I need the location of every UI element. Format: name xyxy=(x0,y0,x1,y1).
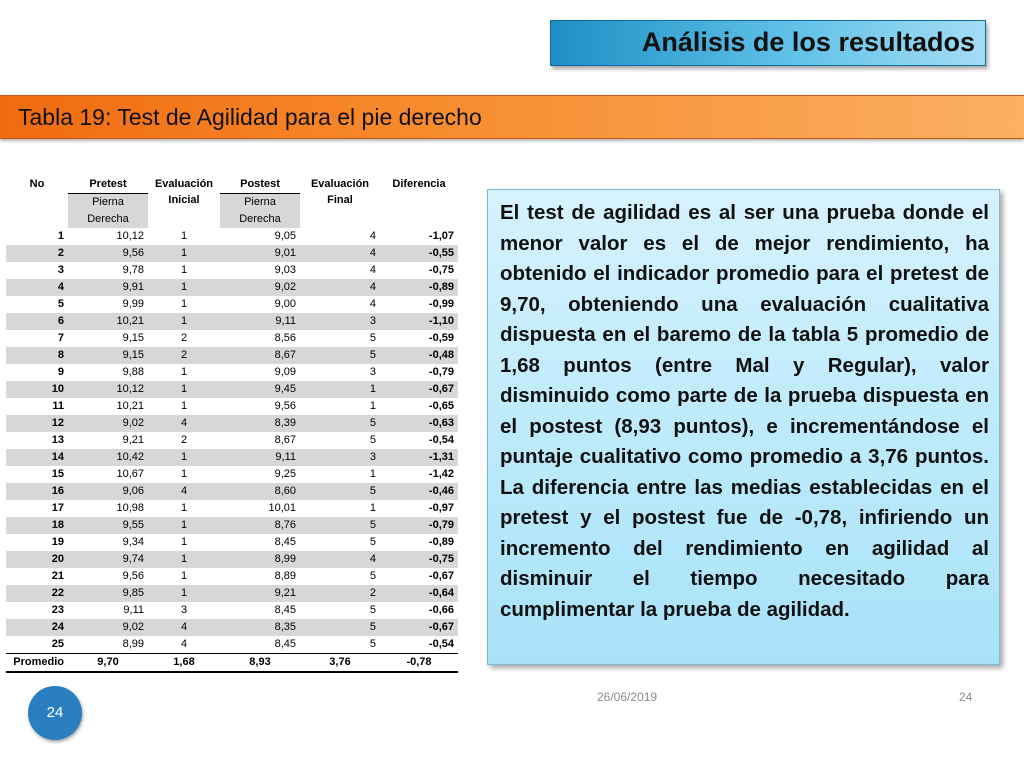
row-no: 9 xyxy=(57,366,64,378)
row-ev-final: 5 xyxy=(300,619,380,636)
row-ev-inicial: 4 xyxy=(148,483,220,500)
header-diferencia: Diferencia xyxy=(392,178,446,190)
row-no: 17 xyxy=(51,502,64,514)
row-ev-final: 5 xyxy=(369,434,376,446)
row-pretest: 9,02 xyxy=(68,619,148,636)
row-no: 8 xyxy=(6,347,68,364)
row-diferencia: -0,67 xyxy=(428,570,454,582)
row-ev-inicial: 1 xyxy=(148,381,220,398)
row-ev-inicial: 1 xyxy=(148,245,220,262)
table-footer-row xyxy=(6,654,458,673)
row-no: 24 xyxy=(6,619,68,636)
row-postest: 8,99 xyxy=(220,551,300,568)
row-postest: 9,45 xyxy=(220,381,300,398)
row-ev-inicial: 1 xyxy=(180,230,188,242)
row-no: 12 xyxy=(6,415,68,432)
table-row xyxy=(6,636,458,654)
row-postest: 8,76 xyxy=(220,517,300,534)
footer-ev-inicial-avg: 1,68 xyxy=(148,654,220,673)
row-ev-final: 5 xyxy=(369,638,376,650)
row-pretest: 9,15 xyxy=(68,347,148,364)
table-row xyxy=(6,432,458,449)
table-row xyxy=(6,313,458,330)
row-diferencia: -0,99 xyxy=(428,298,454,310)
row-ev-inicial: 1 xyxy=(180,468,188,480)
row-diferencia: -0,67 xyxy=(380,619,458,636)
row-pretest: 8,99 xyxy=(122,638,144,650)
row-diferencia: -1,07 xyxy=(428,230,454,242)
table-row xyxy=(6,398,458,415)
table-row xyxy=(6,279,458,296)
analysis-text-box xyxy=(487,189,1000,665)
row-pretest: 9,85 xyxy=(68,585,148,602)
row-postest: 9,21 xyxy=(220,585,300,602)
row-postest: 8,35 xyxy=(220,619,300,636)
row-diferencia: -0,79 xyxy=(428,366,454,378)
row-pretest: 10,12 xyxy=(116,230,144,242)
header-pretest-sub: Pierna Derecha xyxy=(68,194,148,229)
row-diferencia: -0,97 xyxy=(428,502,454,514)
row-ev-inicial: 1 xyxy=(148,449,220,466)
slide-title: Análisis de los resultados xyxy=(641,27,975,57)
table-body xyxy=(6,228,458,654)
table-row xyxy=(6,262,458,279)
table-row xyxy=(6,228,458,245)
row-pretest: 9,56 xyxy=(122,570,144,582)
row-pretest: 10,21 xyxy=(68,313,148,330)
row-diferencia: -1,10 xyxy=(380,313,458,330)
row-ev-inicial: 1 xyxy=(180,502,188,514)
row-pretest: 9,99 xyxy=(122,298,144,310)
row-pretest: 9,34 xyxy=(122,536,144,548)
row-postest: 8,67 xyxy=(274,434,296,446)
row-ev-final: 4 xyxy=(369,264,376,276)
row-no: 16 xyxy=(6,483,68,500)
row-ev-inicial: 4 xyxy=(148,415,220,432)
row-ev-final: 5 xyxy=(369,570,376,582)
row-pretest: 9,02 xyxy=(68,415,148,432)
row-diferencia: -1,42 xyxy=(428,468,454,480)
row-postest: 9,05 xyxy=(274,230,296,242)
table-row xyxy=(6,517,458,534)
row-no: 22 xyxy=(6,585,68,602)
row-postest: 8,56 xyxy=(274,332,296,344)
footer-date: 26/06/2019 xyxy=(597,690,658,704)
row-diferencia: -1,31 xyxy=(380,449,458,466)
row-diferencia: -0,59 xyxy=(428,332,454,344)
header-evaluacion-inicial: Evaluación Inicial xyxy=(154,178,214,206)
table-row xyxy=(6,534,458,551)
row-ev-final: 5 xyxy=(300,483,380,500)
row-ev-inicial: 4 xyxy=(180,638,188,650)
row-ev-final: 1 xyxy=(300,381,380,398)
row-ev-final: 3 xyxy=(369,366,376,378)
row-ev-final: 4 xyxy=(369,298,376,310)
row-postest: 8,45 xyxy=(274,536,296,548)
row-diferencia: -0,89 xyxy=(380,279,458,296)
footer-diferencia-avg: -0,78 xyxy=(380,654,458,673)
row-ev-final: 1 xyxy=(369,400,376,412)
row-ev-inicial: 2 xyxy=(180,332,188,344)
table-row xyxy=(6,602,458,619)
table-row xyxy=(6,296,458,313)
row-ev-inicial: 1 xyxy=(180,264,188,276)
header-pretest: Pretest xyxy=(68,176,148,194)
row-no: 20 xyxy=(6,551,68,568)
footer-postest-avg: 8,93 xyxy=(220,654,300,673)
header-postest: Postest xyxy=(220,176,300,194)
analysis-text: El test de agilidad es al ser una prueba donde el menor valor es el de mejor rendimiento, ha obtenido el indicador promedio para el pretest de 9,70, obteniendo una evaluación cualitativa dispuesta en el baremo de la tabla 5 promedio de 1,68 puntos (entre Mal y Regular), valor disminuido como parte de la prueba dispuesta en el postest (8,93 puntos), e incrementándose el puntaje cualitativo como promedio a 3,76 puntos. La diferencia entre las medias establecidas en el pretest y el postest fue de -0,78, infiriendo un incremento del rendimiento en agilidad al disminuir el tiempo necesitado para cumplimentar la prueba de agilidad. xyxy=(500,201,989,621)
header-no: No xyxy=(29,178,45,190)
row-no: 15 xyxy=(51,468,64,480)
row-postest: 9,03 xyxy=(274,264,296,276)
row-ev-final: 1 xyxy=(369,468,376,480)
row-no: 11 xyxy=(52,400,64,412)
row-pretest: 9,56 xyxy=(68,245,148,262)
row-ev-inicial: 1 xyxy=(148,279,220,296)
row-postest: 9,25 xyxy=(274,468,296,480)
table-row xyxy=(6,500,458,517)
row-ev-final: 3 xyxy=(300,449,380,466)
table-row xyxy=(6,347,458,364)
row-postest: 9,09 xyxy=(274,366,296,378)
row-ev-final: 3 xyxy=(300,313,380,330)
header-evaluacion-final: Evaluación Final xyxy=(310,178,370,206)
row-postest: 10,01 xyxy=(268,502,296,514)
row-diferencia: -0,48 xyxy=(380,347,458,364)
row-ev-final: 5 xyxy=(369,536,376,548)
row-no: 6 xyxy=(6,313,68,330)
row-diferencia: -0,46 xyxy=(380,483,458,500)
row-ev-inicial: 4 xyxy=(148,619,220,636)
agility-table xyxy=(6,176,458,673)
row-diferencia: -0,75 xyxy=(428,264,454,276)
table-row xyxy=(6,619,458,636)
row-ev-inicial: 1 xyxy=(180,366,188,378)
table-row xyxy=(6,483,458,500)
row-ev-final: 4 xyxy=(300,279,380,296)
row-postest: 9,56 xyxy=(274,400,296,412)
table-caption: Tabla 19: Test de Agilidad para el pie derecho xyxy=(18,104,482,130)
row-diferencia: -0,54 xyxy=(428,434,454,446)
row-diferencia: -0,89 xyxy=(428,536,454,548)
row-pretest: 9,06 xyxy=(68,483,148,500)
row-postest: 9,11 xyxy=(220,313,300,330)
row-postest: 8,45 xyxy=(274,638,296,650)
table-row xyxy=(6,415,458,432)
row-pretest: 9,15 xyxy=(122,332,144,344)
row-postest: 8,67 xyxy=(220,347,300,364)
table-row xyxy=(6,381,458,398)
table-row xyxy=(6,568,458,585)
row-no: 5 xyxy=(57,298,64,310)
row-postest: 9,11 xyxy=(220,449,300,466)
row-ev-inicial: 1 xyxy=(148,551,220,568)
row-ev-inicial: 1 xyxy=(180,570,188,582)
row-pretest: 10,98 xyxy=(116,502,144,514)
row-no: 21 xyxy=(51,570,64,582)
table-row xyxy=(6,330,458,347)
row-ev-final: 5 xyxy=(300,347,380,364)
row-ev-inicial: 2 xyxy=(148,347,220,364)
row-no: 4 xyxy=(6,279,68,296)
row-ev-inicial: 1 xyxy=(180,536,188,548)
row-no: 2 xyxy=(6,245,68,262)
table-row xyxy=(6,551,458,568)
row-pretest: 10,42 xyxy=(68,449,148,466)
row-no: 3 xyxy=(57,264,64,276)
row-no: 7 xyxy=(57,332,64,344)
row-postest: 9,00 xyxy=(274,298,296,310)
table-row xyxy=(6,245,458,262)
row-ev-final: 5 xyxy=(369,604,376,616)
row-diferencia: -0,54 xyxy=(428,638,454,650)
row-no: 25 xyxy=(51,638,64,650)
row-pretest: 9,78 xyxy=(122,264,144,276)
row-no: 23 xyxy=(51,604,64,616)
row-ev-inicial: 1 xyxy=(148,517,220,534)
row-pretest: 10,12 xyxy=(68,381,148,398)
row-ev-inicial: 3 xyxy=(180,604,188,616)
row-ev-inicial: 1 xyxy=(148,313,220,330)
row-no: 14 xyxy=(6,449,68,466)
table-row xyxy=(6,466,458,483)
row-postest: 8,60 xyxy=(220,483,300,500)
row-ev-final: 4 xyxy=(369,230,376,242)
row-ev-inicial: 2 xyxy=(180,434,188,446)
row-postest: 9,01 xyxy=(220,245,300,262)
table-row xyxy=(6,585,458,602)
row-no: 13 xyxy=(51,434,64,446)
footer-ev-final-avg: 3,76 xyxy=(300,654,380,673)
row-ev-inicial: 1 xyxy=(180,298,188,310)
row-ev-final: 4 xyxy=(300,245,380,262)
row-diferencia: -0,64 xyxy=(380,585,458,602)
row-diferencia: -0,65 xyxy=(428,400,454,412)
row-no: 1 xyxy=(57,230,64,242)
row-pretest: 9,88 xyxy=(122,366,144,378)
row-ev-inicial: 1 xyxy=(148,585,220,602)
row-ev-final: 4 xyxy=(300,551,380,568)
row-postest: 8,39 xyxy=(220,415,300,432)
row-ev-final: 5 xyxy=(300,415,380,432)
row-ev-final: 5 xyxy=(300,517,380,534)
row-diferencia: -0,66 xyxy=(428,604,454,616)
row-pretest: 9,91 xyxy=(68,279,148,296)
row-diferencia: -0,75 xyxy=(380,551,458,568)
row-pretest: 10,67 xyxy=(116,468,144,480)
row-postest: 8,45 xyxy=(274,604,296,616)
row-ev-final: 1 xyxy=(369,502,376,514)
table-caption-bar xyxy=(0,95,1024,139)
row-no: 19 xyxy=(51,536,64,548)
row-ev-inicial: 1 xyxy=(180,400,188,412)
row-ev-final: 5 xyxy=(369,332,376,344)
row-no: 10 xyxy=(6,381,68,398)
row-no: 18 xyxy=(6,517,68,534)
row-ev-final: 2 xyxy=(300,585,380,602)
row-pretest: 9,55 xyxy=(68,517,148,534)
row-postest: 9,02 xyxy=(220,279,300,296)
row-diferencia: -0,55 xyxy=(380,245,458,262)
row-diferencia: -0,67 xyxy=(380,381,458,398)
row-diferencia: -0,63 xyxy=(380,415,458,432)
slide-number-badge: 24 xyxy=(28,686,82,740)
header-postest-sub: Pierna Derecha xyxy=(220,194,300,229)
footer-label: Promedio xyxy=(6,654,68,673)
row-pretest: 9,11 xyxy=(123,604,144,616)
row-diferencia: -0,79 xyxy=(380,517,458,534)
footer-page-number: 24 xyxy=(959,690,973,704)
row-pretest: 10,21 xyxy=(116,400,144,412)
row-postest: 8,89 xyxy=(274,570,296,582)
table-row xyxy=(6,364,458,381)
slide-title-bar xyxy=(550,20,986,66)
table-row xyxy=(6,449,458,466)
row-pretest: 9,74 xyxy=(68,551,148,568)
row-pretest: 9,21 xyxy=(122,434,144,446)
footer-pretest-avg: 9,70 xyxy=(68,654,148,673)
